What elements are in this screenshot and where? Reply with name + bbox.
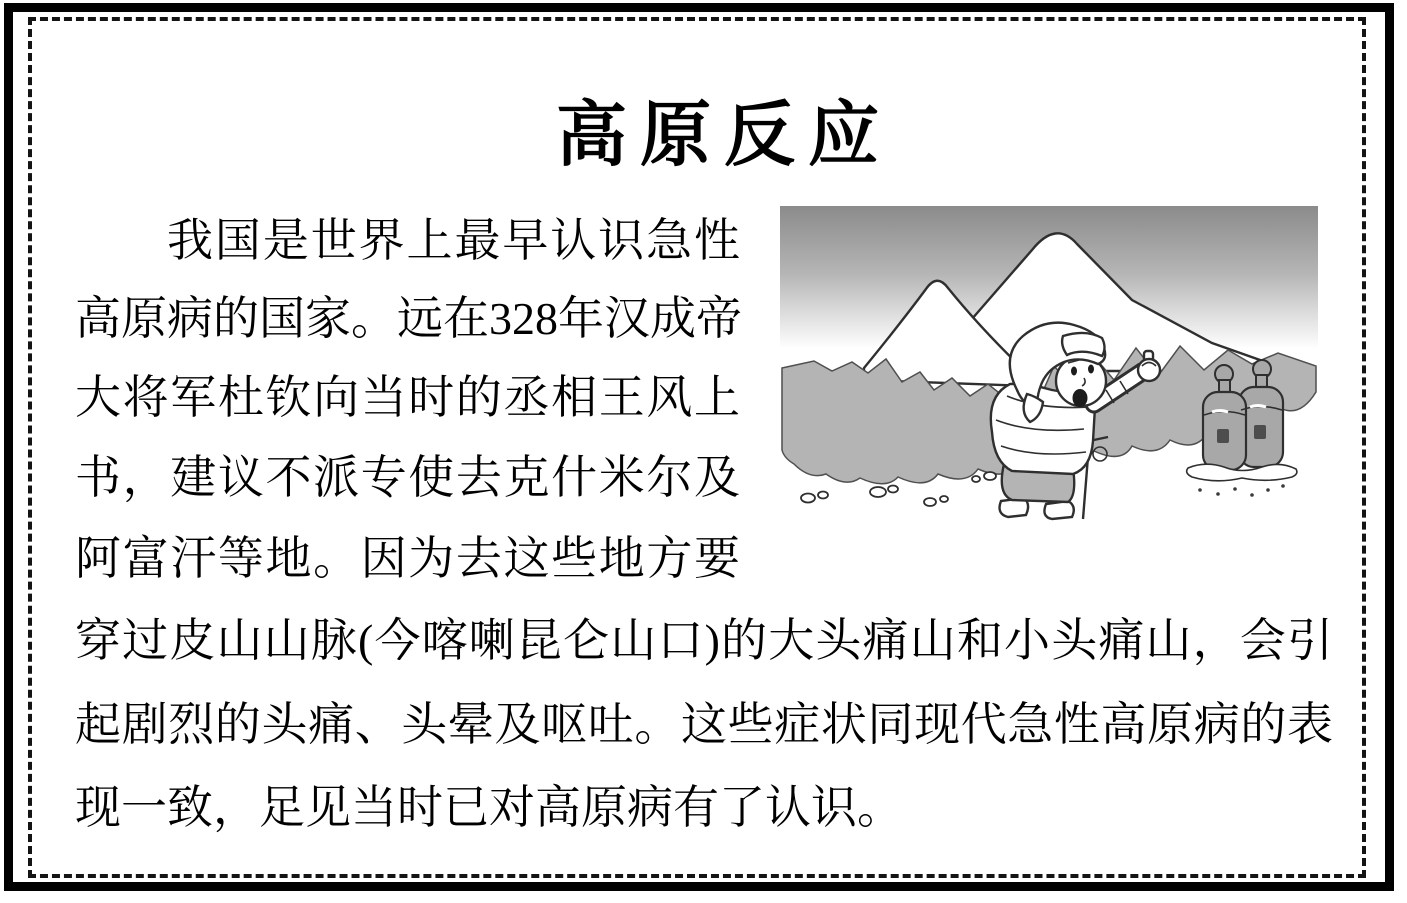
snow-specks <box>1198 484 1285 497</box>
paragraph-line: 穿过皮山山脉(今喀喇昆仑山口)的大头痛山和小头痛山，会引 <box>75 615 1333 666</box>
mountain-illustration-svg <box>780 206 1320 536</box>
paragraph-line: 书，建议不派专使去克什米尔及 <box>75 452 740 503</box>
tank-label-left <box>1217 429 1229 443</box>
left-eye <box>1071 367 1077 376</box>
paragraph-line: 阿富汗等地。因为去这些地方要 <box>75 533 740 584</box>
page-title: 高原反应 <box>555 97 892 175</box>
paragraph-line: 我国是世界上最早认识急性 <box>167 215 740 266</box>
mountain-illustration <box>780 206 1320 536</box>
right-boot <box>1044 501 1073 519</box>
paragraph-line: 起剧烈的头痛、头晕及呕吐。这些症状同现代急性高原病的表 <box>75 699 1333 750</box>
paragraph-line: 大将军杜钦向当时的丞相王风上 <box>75 372 740 423</box>
hat-front-panel <box>1062 333 1104 356</box>
paragraph-line: 高原病的国家。远在328年汉成帝 <box>75 293 742 344</box>
paragraph-line: 现一致，足见当时已对高原病有了认识。 <box>75 782 903 833</box>
tank-label-right <box>1254 425 1266 439</box>
right-eye <box>1088 365 1094 374</box>
open-mouth <box>1073 389 1088 407</box>
